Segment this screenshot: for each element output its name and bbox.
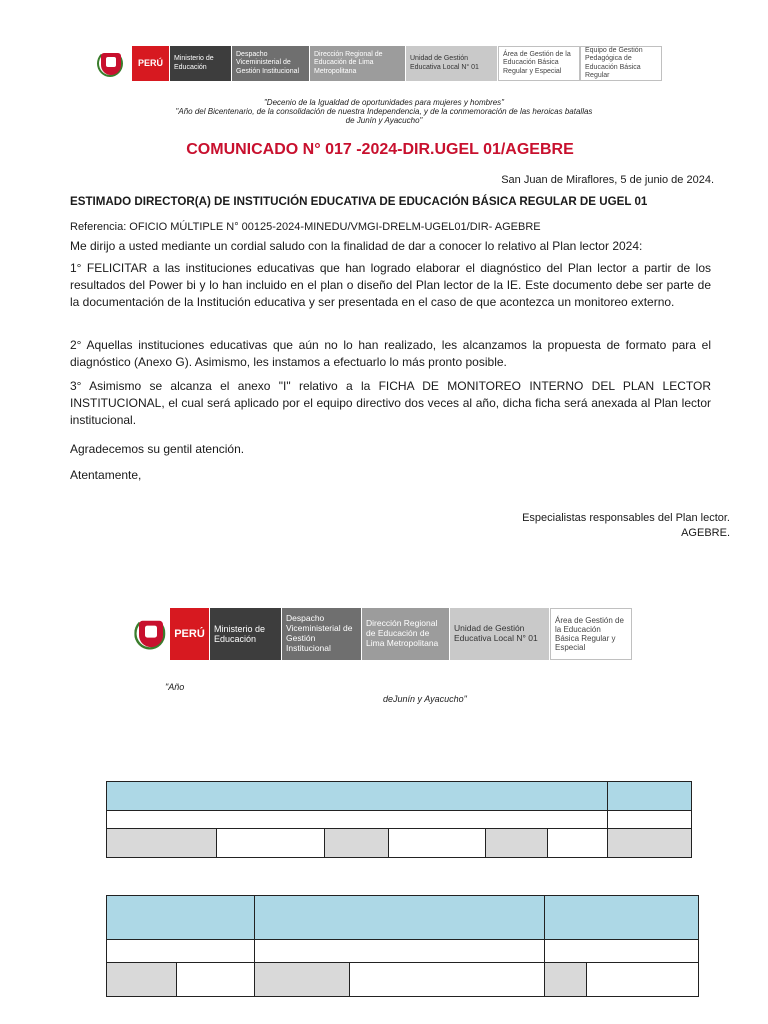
- peru-crest-icon: [133, 616, 169, 652]
- table-input-cell[interactable]: [107, 811, 608, 829]
- peru-label: PERÚ: [170, 608, 210, 660]
- table-label-cell: [255, 963, 350, 997]
- table-label-cell: [608, 829, 692, 858]
- motto-line: "Decenio de la Igualdad de oportunidades para mujeres y hombres": [263, 98, 505, 107]
- table-input-cell[interactable]: [548, 829, 608, 858]
- header-segment: Dirección Regional de Educación de Lima Metropolitana: [310, 46, 406, 81]
- header-segment: Área de Gestión de la Educación Básica Regular y Especial: [498, 46, 580, 81]
- motto-fragment: "Año: [165, 682, 185, 692]
- annex-form-table-2: [106, 895, 699, 997]
- header-segment: Área de Gestión de la Educación Básica Regular y Especial: [550, 608, 632, 660]
- table-input-cell[interactable]: [389, 829, 486, 858]
- table-input-cell[interactable]: [255, 940, 545, 963]
- table-header-cell: [608, 782, 692, 811]
- table-label-cell: [107, 829, 217, 858]
- ministry-label: Ministerio de Educación: [170, 46, 232, 81]
- peru-crest-icon: [96, 49, 126, 79]
- table-input-cell[interactable]: [177, 963, 255, 997]
- table-label-cell: [325, 829, 389, 858]
- signature-line: Especialistas responsables del Plan lector.: [522, 512, 730, 524]
- table-label-cell: [545, 963, 587, 997]
- table-input-cell[interactable]: [545, 940, 699, 963]
- table-input-cell[interactable]: [608, 811, 692, 829]
- point-3-paragraph: 3° Asimismo se alcanza el anexo "I" relativo a la FICHA DE MONITOREO INTERNO DEL PLAN LECTOR INSTITUCIONAL, el cual será aplicado por el equipo directivo dos veces al año, dicha ficha será anexada al Plan lector institucional.: [70, 379, 711, 427]
- ministry-label: Ministerio de Educación: [210, 608, 282, 660]
- table-input-cell[interactable]: [587, 963, 699, 997]
- header-segment: Unidad de Gestión Educativa Local N° 01: [406, 46, 498, 81]
- annex-form-table-1: [106, 781, 692, 858]
- motto-line: "Año del Bicentenario, de la consolidación de nuestra Independencia, y de la conmemoración de las heroicas batallas: [175, 107, 593, 116]
- closing-paragraph: Atentamente,: [70, 468, 142, 482]
- table-input-cell[interactable]: [350, 963, 545, 997]
- document-date: San Juan de Miraflores, 5 de junio de 2024.: [501, 174, 714, 186]
- motto-line: de Junín y Ayacucho": [345, 116, 423, 125]
- point-2-paragraph: 2° Aquellas instituciones educativas que aún no lo han realizado, les alcanzamos la propuesta de formato para el diagnóstico (Anexo G). Asimismo, les instamos a efectuarlo lo más pronto posible.: [70, 338, 711, 369]
- header-segment: Unidad de Gestión Educativa Local N° 01: [450, 608, 550, 660]
- header-segment: Despacho Viceministerial de Gestión Institucional: [232, 46, 310, 81]
- header-segment: Despacho Viceministerial de Gestión Institucional: [282, 608, 362, 660]
- peru-label: PERÚ: [132, 46, 170, 81]
- point-1-paragraph: 1° FELICITAR a las instituciones educativas que han logrado elaborar el diagnóstico del Plan lector a partir de los resultados del Power bi y lo han incluido en el plan o diseño del Plan lector de la IE. Este documento debe ser parte de la documentación de la Institución educativa y ser presentada en el caso de que acontezca un monitoreo externo.: [70, 261, 711, 309]
- addressee-heading: ESTIMADO DIRECTOR(A) DE INSTITUCIÓN EDUCATIVA DE EDUCACIÓN BÁSICA REGULAR DE UGEL 01: [70, 195, 648, 208]
- table-header-cell: [255, 896, 545, 940]
- table-input-cell[interactable]: [217, 829, 325, 858]
- header-segment: Equipo de Gestión Pedagógica de Educación Básica Regular: [580, 46, 662, 81]
- table-label-cell: [107, 963, 177, 997]
- table-header-cell: [107, 782, 608, 811]
- intro-paragraph: Me dirijo a usted mediante un cordial saludo con la finalidad de dar a conocer lo relativo al Plan lector 2024:: [70, 239, 643, 253]
- signature-line: AGEBRE.: [681, 527, 730, 539]
- header-banner-top: [96, 46, 662, 81]
- thanks-paragraph: Agradecemos su gentil atención.: [70, 442, 245, 456]
- reference-line: Referencia: OFICIO MÚLTIPLE N° 00125-2024-MINEDU/VMGI-DRELM-UGEL01/DIR- AGEBRE: [70, 221, 541, 233]
- motto-fragment: deJunín y Ayacucho": [383, 694, 467, 704]
- table-header-cell: [107, 896, 255, 940]
- signature-block: [522, 511, 730, 541]
- table-header-cell: [545, 896, 699, 940]
- table-input-cell[interactable]: [107, 940, 255, 963]
- document-title: COMUNICADO N° 017 -2024-DIR.UGEL 01/AGEBRE: [186, 141, 574, 158]
- header-banner-bottom: [136, 608, 632, 660]
- header-segment: Dirección Regional de Educación de Lima Metropolitana: [362, 608, 450, 660]
- table-label-cell: [486, 829, 548, 858]
